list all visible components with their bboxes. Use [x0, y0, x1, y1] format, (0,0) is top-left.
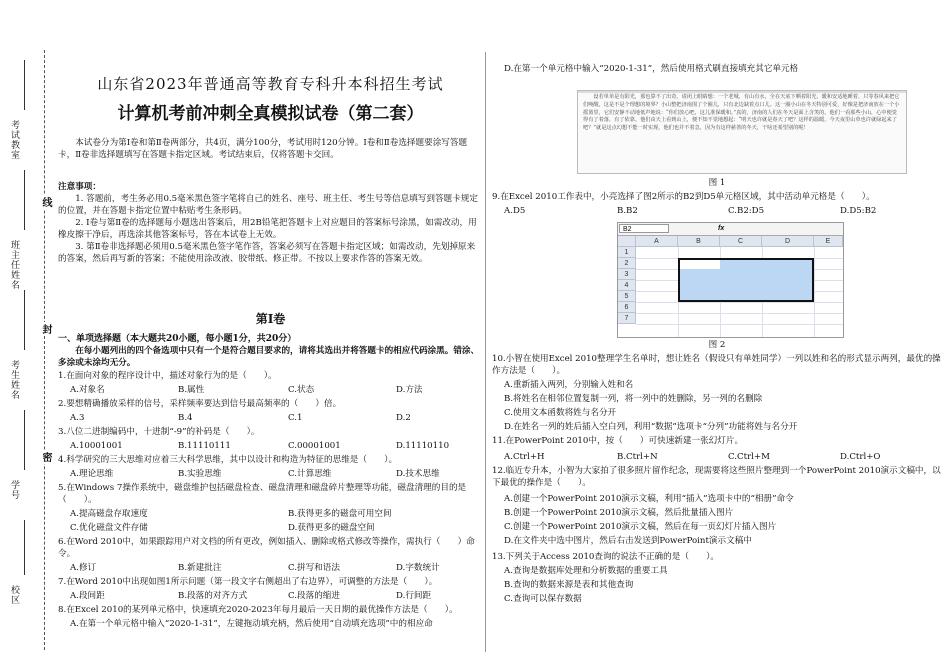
question-option: C.B2:D5 — [728, 206, 765, 216]
figure-2-excel-screenshot — [617, 222, 844, 338]
margin-label-student-id: 学号 — [9, 480, 19, 500]
question-option: B.B2 — [617, 206, 638, 216]
question-option: A.D5 — [504, 206, 526, 216]
row-header: 3 — [618, 269, 636, 280]
seal-mark-xian: 线 — [40, 197, 51, 207]
question-stem: 11.在PowerPoint 2010中，按（ ）可快速新建一张幻灯片。 — [492, 436, 744, 446]
question-option: C.计算思维 — [288, 469, 332, 479]
seal-mark-feng: 封 — [40, 324, 51, 334]
question-option: A.在第一个单元格中输入“2020-1-31”，左键拖动填充柄，然后使用“自动填充选项”中的相应命 — [70, 619, 433, 629]
question-stem: 5.在Windows 7操作系统中，磁盘维护包括磁盘检查、磁盘清理和磁盘碎片整理等功能，磁盘清理的目的是（ ）。 — [58, 483, 467, 505]
question-stem: 2.要想精确播放采样的信号，采样频率要达到信号最高频率的（ ）倍。 — [58, 399, 342, 409]
margin-fill-line — [24, 170, 25, 230]
row-header: 6 — [618, 302, 636, 313]
question-option: A.Ctrl+H — [504, 452, 545, 462]
question-option: A.3 — [70, 413, 85, 423]
notes-heading: 注意事项： — [58, 182, 101, 192]
column-header: D — [762, 236, 814, 247]
question-stem: 6.在Word 2010中，如果跟踪用户对文档的所有更改，例如插入、删除或格式修改等操作，需执行（ ）命令。 — [58, 537, 475, 559]
left-column — [58, 0, 483, 671]
seal-mark-mi: 密 — [40, 452, 51, 462]
question-stem: 13.下列关于Access 2010查询的说法不正确的是（ ）。 — [492, 552, 719, 562]
grid-line — [636, 324, 843, 325]
grid-line — [636, 302, 843, 303]
row-header: 5 — [618, 291, 636, 302]
question-option: C.使用文本函数将姓与名分开 — [504, 408, 617, 418]
question-option: D.D5:B2 — [840, 206, 877, 216]
question-option: D.在第一个单元格中输入“2020-1-31”，然后使用格式刷直接填充其它单元格 — [504, 64, 799, 74]
question-option: B.11110111 — [178, 441, 231, 451]
margin-label-classroom: 考试教室 — [9, 120, 19, 160]
figure-1-text: 设若单单是有阳光，那也算不了出奇。请闭上眼睛想：一个老城，有山有水，全在天底下晒着阳光，暖和安适地睡着，只等春风来把它们唤醒，这是不是个理想的境界？小山整把济南围了个圈儿，只有北边缺着点口儿。这一圈小山在冬天特别可爱，好像是把济南放在一个小摇篮里，它们安静不动地低声地说：“你们放心吧，这儿准保暖和。”真的，济南的人们在冬天是面上含笑的。他们一看那些小山，心中便觉得有了着落，有了依靠。他们由天上看到山上，便不知不觉地想起：“明天也许就是春天了吧？这样的温暖，今天夜里山草也许就绿起来了吧？”就是这点幻想不能一时实现，他们也并不着急，因为有这样慈善的冬天，干啥还希望别的呢！ — [583, 94, 900, 132]
question-option: B.实验思维 — [178, 469, 222, 479]
question-stem: 8.在Excel 2010的某列单元格中，快速填充2020-2023年每月最后一天日期的最优操作方法是（ ）。 — [58, 605, 458, 615]
active-cell — [680, 260, 720, 269]
fx-icon: fx — [718, 225, 725, 232]
section-heading: 一、单项选择题（本大题共20小题，每小题1分，共20分） — [58, 334, 297, 344]
row-header: 4 — [618, 280, 636, 291]
question-option: A.10001001 — [70, 441, 123, 451]
corner-header — [618, 236, 636, 247]
question-option: B.查询的数据来源是表和其他查询 — [504, 580, 634, 590]
paper-title: 计算机考前冲刺全真模拟试卷（第二套） — [117, 104, 424, 124]
section-instruction: 在每小题列出的四个备选项中只有一个是符合题目要求的，请将其选出并将答题卡的相应代码涂黑。错涂、多涂或未涂均无分。 — [58, 346, 480, 368]
question-option: B.将姓名在相邻位置复制一列，将一列中的姓删除，另一列的名删除 — [504, 394, 763, 404]
question-option: D.获得更多的磁盘空间 — [288, 523, 375, 533]
question-option: A.创建一个PowerPoint 2010演示文稿，利用“插入”选项卡中的“相册”命令 — [504, 494, 794, 504]
question-option: A.查询是数据库处理和分析数据的重要工具 — [504, 566, 668, 576]
question-option: D.行间距 — [396, 591, 432, 601]
question-option: A.段间距 — [70, 591, 105, 601]
note-item: 2. Ⅰ卷与第Ⅱ卷的选择题每小题选出答案后，用2B铅笔把答题卡上对应题目的答案标号涂黑，如需改动，用橡皮擦干净后，再选涂其他答案标号，答在本试卷上无效。 — [58, 218, 477, 240]
intro-paragraph: 本试卷分为第Ⅰ卷和第Ⅱ卷两部分，共4页，满分100分，考试用时120分钟。Ⅰ卷和Ⅱ卷选择题要涂写答题卡，Ⅱ卷非选择题填写在答题卡指定区域。考试结束后，仅将答题卡交回。 — [58, 138, 468, 160]
margin-fill-line — [24, 60, 25, 110]
question-stem: 4.科学研究的三大思维对应着三大科学思维，其中以设计和构造为特征的思维是（ ）。 — [58, 455, 398, 465]
question-option: D.字数统计 — [396, 563, 440, 573]
right-column — [492, 0, 942, 671]
question-option: B.创建一个PowerPoint 2010演示文稿，然后批量插入图片 — [504, 508, 734, 518]
question-option: A.对象名 — [70, 385, 105, 395]
margin-label-student-name: 考生姓名 — [9, 360, 19, 400]
question-option: C.段落的缩进 — [288, 591, 340, 601]
question-option: C.状态 — [288, 385, 315, 395]
question-stem: 3.八位二进制编码中，十进制“-9”的补码是（ ）。 — [58, 427, 260, 437]
question-option: B.获得更多的磁盘可用空间 — [288, 509, 392, 519]
question-stem: 1.在面向对象的程序设计中，描述对象行为的是（ ）。 — [58, 371, 277, 381]
column-divider — [485, 52, 486, 652]
question-option: D.技术思维 — [396, 469, 440, 479]
question-option: C.00001001 — [288, 441, 341, 451]
question-option: A.修订 — [70, 563, 97, 573]
note-item: 1. 答题前，考生务必用0.5毫米黑色签字笔将自己的姓名、座号、班主任、考生号等信息填写到答题卡规定的位置，并在答题卡指定位置中粘贴考生条形码。 — [58, 194, 478, 216]
figure-2-caption: 图 2 — [708, 340, 726, 350]
figure-1-document-screenshot — [577, 90, 907, 174]
question-option: A.提高磁盘存取速度 — [70, 509, 148, 519]
question-option: C.优化磁盘文件存储 — [70, 523, 148, 533]
question-option: A.理论思维 — [70, 469, 114, 479]
margin-label-teacher: 班主任姓名 — [9, 240, 19, 290]
row-header: 7 — [618, 313, 636, 324]
question-option: A.重新插入两列，分别输入姓和名 — [504, 380, 634, 390]
ruler-line — [578, 91, 906, 93]
question-option: C.查询可以保存数据 — [504, 594, 582, 604]
question-option: D.Ctrl+O — [840, 452, 881, 462]
binding-margin — [0, 0, 52, 671]
formula-bar — [618, 223, 843, 236]
grid-line — [636, 313, 843, 314]
column-header: E — [814, 236, 843, 247]
question-stem: 9.在Excel 2010工作表中，小亮选择了图2所示的B2到D5单元格区域，其中活动单元格是（ ）。 — [492, 192, 875, 202]
question-option: B.新建批注 — [178, 563, 222, 573]
margin-fill-line — [24, 290, 25, 350]
margin-fill-line — [24, 520, 25, 575]
column-header: C — [720, 236, 762, 247]
margin-fill-line — [24, 410, 25, 470]
question-option: D.方法 — [396, 385, 423, 395]
question-option: B.4 — [178, 413, 193, 423]
question-stem: 12.临近专升本，小智为大家拍了很多照片留作纪念，现需要将这些照片整理到一个PowerPoint 2010演示文稿中，以下最优的操作是（ ）。 — [492, 466, 941, 488]
question-stem: 10.小智在使用Excel 2010整理学生名单时，想让姓名（假设只有单姓同学）一列以姓和名的形式显示两列，最优的操作方法是（ ）。 — [492, 354, 941, 376]
row-header: 2 — [618, 258, 636, 269]
question-option: D.11110110 — [396, 441, 450, 451]
note-item: 3. 第Ⅱ卷非选择题必须用0.5毫米黑色签字笔作答，答案必须写在答题卡指定区域；如需改动，先划掉原来的答案，然后再写新的答案；不能使用涂改液、胶带纸、修正带。不按以上要求作答的答案无效。 — [58, 242, 476, 264]
question-option: B.段落的对齐方式 — [178, 591, 248, 601]
exam-title: 山东省2023年普通高等教育专科升本科招生考试 — [97, 75, 444, 93]
question-option: D.在姓名一列的姓后插入空白列，利用“数据”选项卡“分列”功能将姓与名分开 — [504, 422, 798, 432]
row-header: 1 — [618, 247, 636, 258]
question-option: C.拼写和语法 — [288, 563, 340, 573]
margin-label-campus: 校区 — [9, 585, 19, 605]
question-option: B.Ctrl+N — [617, 452, 658, 462]
column-header: B — [678, 236, 720, 247]
question-stem: 7.在Word 2010中出现如图1所示问题（第一段文字右侧超出了右边界），可调整的方法是（ ）。 — [58, 577, 438, 587]
question-option: C.Ctrl+M — [728, 452, 770, 462]
question-option: B.属性 — [178, 385, 205, 395]
volume-heading: 第Ⅰ卷 — [255, 312, 286, 326]
question-option: C.创建一个PowerPoint 2010演示文稿，然后在每一页幻灯片插入图片 — [504, 522, 777, 532]
column-header: A — [636, 236, 678, 247]
binding-dashed-line — [44, 50, 45, 650]
question-option: D.在文件夹中选中图片，然后右击发送到PowerPoint演示文稿中 — [504, 536, 752, 546]
question-option: D.2 — [396, 413, 411, 423]
name-box: B2 — [619, 224, 669, 233]
question-option: C.1 — [288, 413, 303, 423]
figure-1-caption: 图 1 — [708, 178, 726, 188]
